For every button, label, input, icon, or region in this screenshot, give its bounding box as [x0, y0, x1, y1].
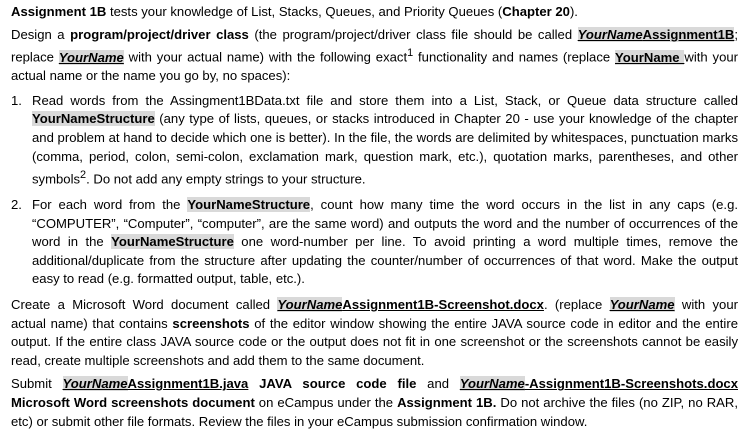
create-document-paragraph: Create a Microsoft Word document called YourNameAssignment1B-Screenshot.docx. (replace YourName with your actual name) that contains screenshots of the editor window showing the entire JAVA source code in editor and the entire output. If the entire class JAVA source code or the output does not fit in one screenshot or the screenshots cannot be easily read, create multiple screenshots and add them to the same document. [11, 297, 738, 368]
submission-paragraph: Submit YourNameAssignment1B.java JAVA source code file and YourName-Assignment1B-Screenshots.docx Microsoft Word screenshots document on eCampus under the Assignment 1B. Do not archive the files (no ZIP, no RAR, etc) or submit other file formats. Review the files in your eCampus submission confirmation window. [11, 376, 739, 429]
requirements-list [11, 92, 738, 289]
list-item: 2. For each word from the YourNameStructure, count how many time the word occurs in the list in any caps (e.g. “COMPUTER”, “Computer”, “computer”, are the same word) and outputs the word and the number of occurrences of the word in the YourNameStructure one word-number per line. To avoid printing a word multiple times, remove the additional/duplicate from the structure after updating the counter/number of occurrences of that word. Make the output easy to read (e.g. formatted output, table, etc.). [11, 197, 739, 287]
list-item: 1. Read words from the Assingment1BData.txt file and store them into a List, Stack, or Queue data structure called YourNameStructure (any type of lists, queues, or stacks introduced in Chapter 20 - use your knowledge of the chapter and problem at hand to decide which one is better). In the file, the words are delimited by whitespaces, punctuation marks (comma, period, colon, semi-colon, exclamation mark, question mark, etc.), quotation marks, parentheses, and other symbols$^2$. Do not add any empty strings to your structure. [11, 92, 738, 187]
footnote-marker: 2 [80, 169, 87, 182]
design-paragraph: Design a program/project/driver class (the program/project/driver class file should be called YourNameAssignment1B; replace YourName with your actual name) with the following exact$^1$ functionality and names (replace YourName with your actual name or the name you go by, no spaces): [11, 26, 738, 84]
footnote-marker: 1 [407, 47, 414, 60]
assignment-heading: Assignment 1B tests your knowledge of List, Stacks, Queues, and Priority Queues (Chapter 20). [11, 4, 578, 19]
